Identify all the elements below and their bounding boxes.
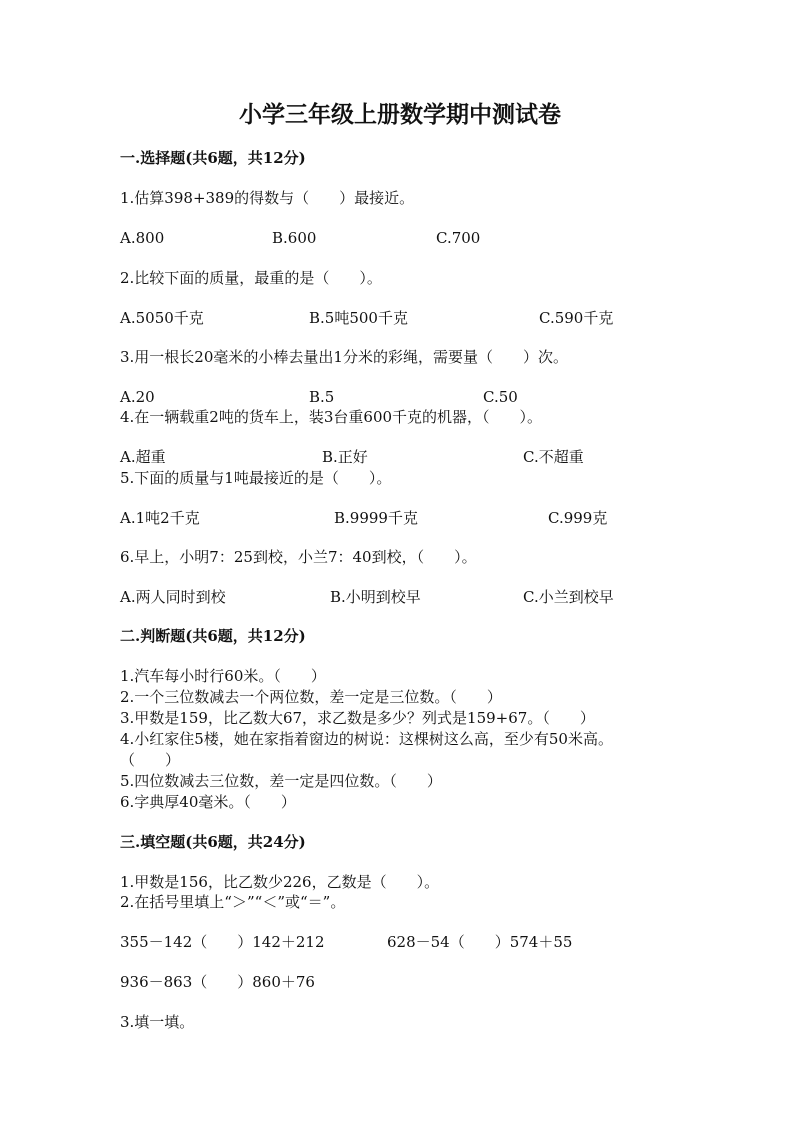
option-c: C.999克 — [548, 509, 608, 527]
option-a: A.超重 — [120, 448, 166, 466]
judge-item: 4.小红家住5楼，她在家指着窗边的树说：这棵树这么高，至少有50米高。 — [120, 730, 613, 748]
fill-question: 3.填一填。 — [120, 1013, 195, 1031]
option-a: A.20 — [120, 388, 155, 406]
judge-item: 3.甲数是159，比乙数大67，求乙数是多少？列式是159+67。（ ） — [120, 709, 595, 727]
option-b: B.正好 — [322, 448, 368, 466]
judge-item: 6.字典厚40毫米。（ ） — [120, 793, 296, 811]
judge-item: 5.四位数减去三位数，差一定是四位数。（ ） — [120, 772, 442, 790]
option-b: B.600 — [272, 229, 317, 247]
option-c: C.小兰到校早 — [523, 588, 614, 606]
compare-expression: 936－863（ ）860＋76 — [120, 973, 315, 991]
judge-item-continuation: （ ） — [120, 751, 181, 769]
section-heading-choice: 一.选择题(共6题，共12分) — [120, 149, 306, 167]
section-heading-judge: 二.判断题(共6题，共12分) — [120, 627, 306, 645]
option-c: C.700 — [436, 229, 481, 247]
question-stem: 5.下面的质量与1吨最接近的是（ ）。 — [120, 469, 392, 487]
judge-item: 1.汽车每小时行60米。（ ） — [120, 667, 326, 685]
option-a: A.5050千克 — [120, 309, 204, 327]
compare-expression: 355－142（ ）142＋212 — [120, 933, 325, 951]
option-b: B.5吨500千克 — [309, 309, 408, 327]
question-stem: 6.早上，小明7：25到校，小兰7：40到校，（ ）。 — [120, 548, 477, 566]
option-c: C.590千克 — [539, 309, 614, 327]
question-stem: 2.比较下面的质量，最重的是（ ）。 — [120, 269, 382, 287]
judge-item: 2.一个三位数减去一个两位数，差一定是三位数。（ ） — [120, 688, 502, 706]
fill-question: 2.在括号里填上“＞”“＜”或“＝”。 — [120, 893, 346, 911]
option-a: A.1吨2千克 — [120, 509, 200, 527]
option-b: B.小明到校早 — [330, 588, 421, 606]
question-stem: 3.用一根长20毫米的小棒去量出1分米的彩绳，需要量（ ）次。 — [120, 348, 568, 366]
question-stem: 1.估算398+389的得数与（ ）最接近。 — [120, 189, 415, 207]
compare-expression: 628－54（ ）574＋55 — [387, 933, 573, 951]
page-title: 小学三年级上册数学期中测试卷 — [239, 101, 561, 128]
fill-question: 1.甲数是156，比乙数少226，乙数是（ ）。 — [120, 873, 440, 891]
option-a: A.两人同时到校 — [120, 588, 226, 606]
section-heading-fill: 三.填空题(共6题，共24分) — [120, 833, 306, 851]
option-c: C.50 — [483, 388, 518, 406]
question-stem: 4.在一辆载重2吨的货车上，装3台重600千克的机器，（ ）。 — [120, 408, 543, 426]
option-a: A.800 — [120, 229, 165, 247]
option-b: B.9999千克 — [334, 509, 418, 527]
option-b: B.5 — [309, 388, 335, 406]
option-c: C.不超重 — [523, 448, 584, 466]
